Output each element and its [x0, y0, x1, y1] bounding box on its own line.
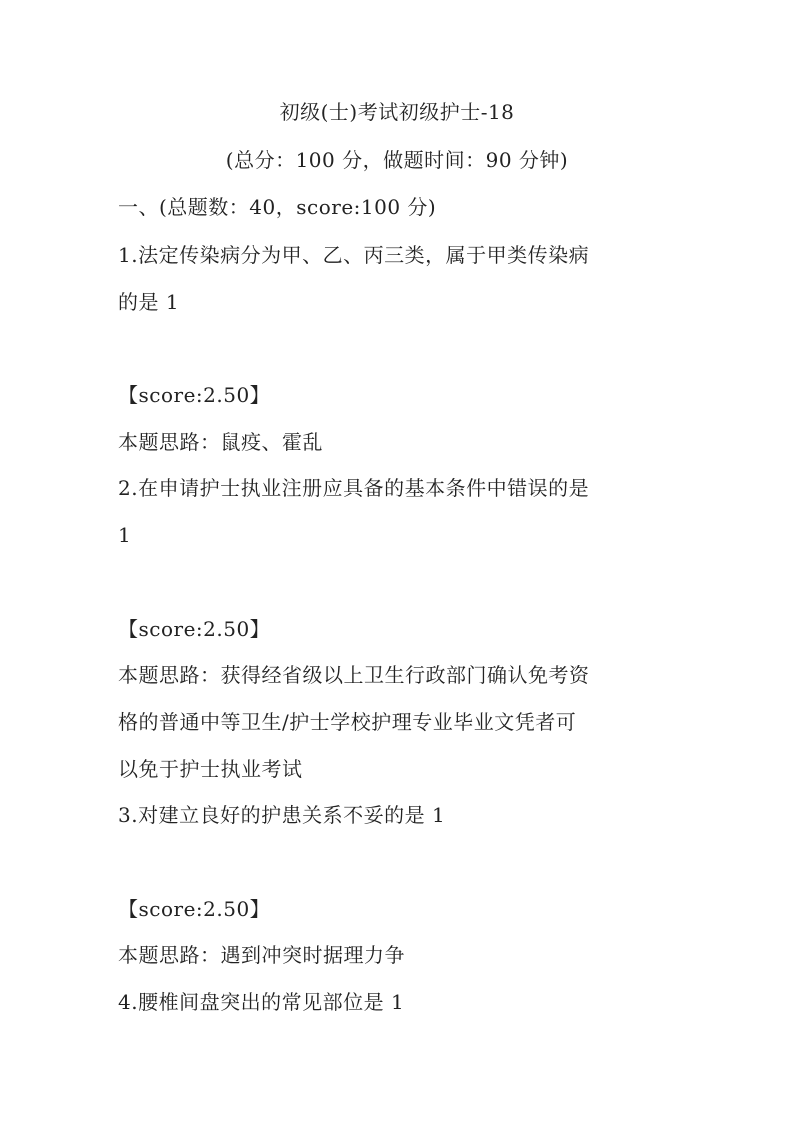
question-4-text-line-1: 4.腰椎间盘突出的常见部位是 1: [118, 990, 405, 1014]
question-1-analysis-line-1: 本题思路：鼠疫、霍乱: [118, 430, 323, 454]
document-title: 初级(士)考试初级护士-18: [279, 100, 515, 124]
question-2-text-line-2: 1: [118, 523, 132, 547]
question-2-score: 【score:2.50】: [118, 617, 271, 641]
question-3-score: 【score:2.50】: [118, 897, 271, 921]
question-1-text-line-1: 1.法定传染病分为甲、乙、丙三类，属于甲类传染病: [118, 243, 590, 267]
question-3-analysis-line-1: 本题思路：遇到冲突时据理力争: [118, 943, 405, 967]
question-1-score: 【score:2.50】: [118, 383, 271, 407]
document-subtitle: (总分：100 分，做题时间：90 分钟): [225, 148, 569, 172]
question-2-analysis-line-3: 以免于护士执业考试: [118, 757, 303, 781]
question-2-analysis-line-2: 格的普通中等卫生/护士学校护理专业毕业文凭者可: [118, 710, 577, 734]
question-2-text-line-1: 2.在申请护士执业注册应具备的基本条件中错误的是: [118, 476, 590, 500]
section-heading: 一、(总题数：40，score:100 分): [118, 195, 437, 219]
question-3-text-line-1: 3.对建立良好的护患关系不妥的是 1: [118, 803, 446, 827]
question-1-text-line-2: 的是 1: [118, 290, 180, 314]
question-2-analysis-line-1: 本题思路：获得经省级以上卫生行政部门确认免考资: [118, 663, 590, 687]
